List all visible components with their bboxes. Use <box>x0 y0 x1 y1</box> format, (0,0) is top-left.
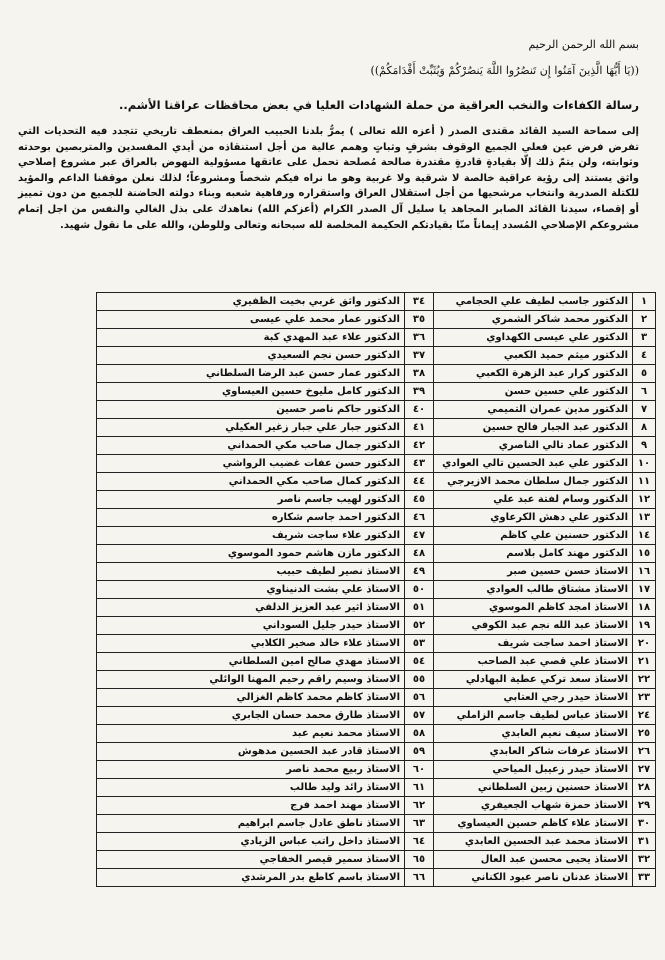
signatory-name-left: الاستاذ طارق محمد حسان الجابري <box>97 707 405 725</box>
signatory-name-left: الاستاذ ناطق عادل جاسم ابراهيم <box>97 815 405 833</box>
signatory-name-right: الدكتور علي دهش الكرعاوي <box>434 509 633 527</box>
signatories-table-wrap <box>96 292 656 887</box>
table-row <box>97 653 656 671</box>
table-row <box>97 563 656 581</box>
signatory-name-right: الاستاذ حمزة شهاب الجعيفري <box>434 797 633 815</box>
table-row <box>97 365 656 383</box>
row-number-right: ١١ <box>633 473 656 491</box>
table-row <box>97 725 656 743</box>
signatory-name-right: الدكتور محمد شاكر الشمري <box>434 311 633 329</box>
signatory-name-left: الدكتور جمال صاحب مكي الحمداني <box>97 437 405 455</box>
signatory-name-right: الاستاذ علي قصي عبد الصاحب <box>434 653 633 671</box>
signatory-name-left: الاستاذ سمير قيصر الخفاجي <box>97 851 405 869</box>
signatory-name-right: الدكتور جاسب لطيف علي الحجامي <box>434 293 633 311</box>
row-number-right: ١٨ <box>633 599 656 617</box>
signatory-name-left: الدكتور علاء عبد المهدي كبة <box>97 329 405 347</box>
table-row <box>97 599 656 617</box>
row-number-left: ٥١ <box>405 599 434 617</box>
row-number-right: ٢٨ <box>633 779 656 797</box>
table-row <box>97 545 656 563</box>
table-row <box>97 743 656 761</box>
signatory-name-right: الدكتور مهند كامل بلاسم <box>434 545 633 563</box>
letter-title: رسالة الكفاءات والنخب العراقية من حملة الشهادات العليا في بعض محافظات عراقنا الأشم.. <box>118 98 639 112</box>
signatory-name-left: الدكتور حسن نجم السعيدي <box>97 347 405 365</box>
table-row <box>97 329 656 347</box>
table-row <box>97 869 656 887</box>
signatory-name-left: الاستاذ ربيع محمد ناصر <box>97 761 405 779</box>
row-number-left: ٥٨ <box>405 725 434 743</box>
row-number-left: ٤٢ <box>405 437 434 455</box>
table-row <box>97 581 656 599</box>
table-row <box>97 815 656 833</box>
signatory-name-right: الاستاذ عبد الله نجم عبد الكوفي <box>434 617 633 635</box>
row-number-right: ١٩ <box>633 617 656 635</box>
signatory-name-left: الدكتور عمار محمد علي عيسى <box>97 311 405 329</box>
row-number-right: ٩ <box>633 437 656 455</box>
row-number-right: ١ <box>633 293 656 311</box>
row-number-right: ٧ <box>633 401 656 419</box>
row-number-left: ٤٤ <box>405 473 434 491</box>
signatory-name-right: الدكتور جمال سلطان محمد الازيرجي <box>434 473 633 491</box>
signatory-name-right: الدكتور عماد تالي الناصري <box>434 437 633 455</box>
row-number-left: ٥٩ <box>405 743 434 761</box>
row-number-right: ٢٢ <box>633 671 656 689</box>
row-number-right: ٥ <box>633 365 656 383</box>
row-number-left: ٥٦ <box>405 689 434 707</box>
signatory-name-right: الاستاذ عرفات شاكر العابدي <box>434 743 633 761</box>
row-number-left: ٤٧ <box>405 527 434 545</box>
signatory-name-left: الاستاذ محمد نعيم عبد <box>97 725 405 743</box>
row-number-right: ١٠ <box>633 455 656 473</box>
signatory-name-left: الاستاذ كاظم محمد كاظم الغزالي <box>97 689 405 707</box>
row-number-right: ٣٠ <box>633 815 656 833</box>
table-row <box>97 707 656 725</box>
row-number-left: ٤٩ <box>405 563 434 581</box>
signatory-name-right: الدكتور وسام لفتة عبد علي <box>434 491 633 509</box>
table-row <box>97 311 656 329</box>
signatory-name-right: الاستاذ حسن حسين صبر <box>434 563 633 581</box>
table-row <box>97 779 656 797</box>
row-number-left: ٣٦ <box>405 329 434 347</box>
signatory-name-left: الاستاذ مهند احمد فرج <box>97 797 405 815</box>
signatory-name-left: الدكتور لهيب جاسم ناصر <box>97 491 405 509</box>
signatory-name-right: الدكتور علي عيسى الكهداوي <box>434 329 633 347</box>
signatory-name-right: الاستاذ سعد تركي عطية البهادلي <box>434 671 633 689</box>
signatory-name-left: الاستاذ حيدر جليل السوداني <box>97 617 405 635</box>
signatory-name-left: الدكتور حسن عفات غضيب الرواشي <box>97 455 405 473</box>
signatory-name-right: الدكتور حسنين علي كاظم <box>434 527 633 545</box>
row-number-right: ٤ <box>633 347 656 365</box>
table-row <box>97 383 656 401</box>
row-number-left: ٥٧ <box>405 707 434 725</box>
row-number-left: ٦١ <box>405 779 434 797</box>
row-number-left: ٥٠ <box>405 581 434 599</box>
signatory-name-left: الدكتور علاء ساجت شريف <box>97 527 405 545</box>
table-row <box>97 671 656 689</box>
row-number-right: ١٥ <box>633 545 656 563</box>
row-number-left: ٣٥ <box>405 311 434 329</box>
table-row <box>97 491 656 509</box>
row-number-left: ٥٤ <box>405 653 434 671</box>
table-row <box>97 689 656 707</box>
table-row <box>97 797 656 815</box>
row-number-left: ٤٥ <box>405 491 434 509</box>
signatory-name-right: الاستاذ سيف نعيم العابدي <box>434 725 633 743</box>
signatory-name-right: الدكتور علي عبد الحسين تالي العوادي <box>434 455 633 473</box>
signatory-name-right: الدكتور كرار عبد الزهرة الكعبي <box>434 365 633 383</box>
row-number-right: ٢٦ <box>633 743 656 761</box>
row-number-right: ٢٩ <box>633 797 656 815</box>
row-number-left: ٤٠ <box>405 401 434 419</box>
signatory-name-right: الاستاذ حيدر رجي العتابي <box>434 689 633 707</box>
row-number-right: ٣ <box>633 329 656 347</box>
signatory-name-right: الدكتور ميثم حميد الكعبي <box>434 347 633 365</box>
signatory-name-right: الاستاذ عباس لطيف جاسم الزاملي <box>434 707 633 725</box>
signatory-name-right: الاستاذ عدنان ناصر عبود الكناني <box>434 869 633 887</box>
signatory-name-left: الدكتور واثق غربي بخيت الظفيري <box>97 293 405 311</box>
row-number-right: ٨ <box>633 419 656 437</box>
row-number-left: ٤١ <box>405 419 434 437</box>
signatory-name-left: الاستاذ مهدي صالح امين السلطاني <box>97 653 405 671</box>
row-number-right: ٢٠ <box>633 635 656 653</box>
row-number-right: ٣٣ <box>633 869 656 887</box>
basmala: بسم الله الرحمن الرحيم <box>528 38 639 51</box>
signatory-name-right: الدكتور مدين عمران التميمي <box>434 401 633 419</box>
signatory-name-left: الاستاذ رائد وليد طالب <box>97 779 405 797</box>
row-number-right: ٣١ <box>633 833 656 851</box>
signatory-name-right: الاستاذ حيدر زعيبل المياحي <box>434 761 633 779</box>
table-row <box>97 347 656 365</box>
signatory-name-left: الاستاذ قادر عبد الحسين مدهوش <box>97 743 405 761</box>
row-number-left: ٣٨ <box>405 365 434 383</box>
row-number-left: ٦٠ <box>405 761 434 779</box>
table-row <box>97 455 656 473</box>
signatory-name-left: الاستاذ داخل راتب عباس الزيادي <box>97 833 405 851</box>
signatories-table-body <box>97 293 656 887</box>
signatory-name-left: الدكتور احمد جاسم شكاره <box>97 509 405 527</box>
signatory-name-right: الاستاذ حسنين زبين السلطاني <box>434 779 633 797</box>
signatory-name-left: الاستاذ وسيم راقم رحيم المهنا الوائلي <box>97 671 405 689</box>
row-number-left: ٤٣ <box>405 455 434 473</box>
table-row <box>97 437 656 455</box>
row-number-left: ٦٣ <box>405 815 434 833</box>
table-row <box>97 833 656 851</box>
signatory-name-left: الدكتور جبار علي جبار زغير العكيلي <box>97 419 405 437</box>
signatory-name-right: الاستاذ يحيى محسن عبد العال <box>434 851 633 869</box>
signatories-table <box>96 292 656 887</box>
table-row <box>97 635 656 653</box>
signatory-name-right: الاستاذ محمد عبد الحسين العابدي <box>434 833 633 851</box>
signatory-name-left: الدكتور كامل مليوخ حسين العيساوي <box>97 383 405 401</box>
signatory-name-right: الاستاذ امجد كاظم الموسوي <box>434 599 633 617</box>
signatory-name-left: الاستاذ اثير عبد العزيز الدلفي <box>97 599 405 617</box>
row-number-right: ٦ <box>633 383 656 401</box>
row-number-right: ٢٣ <box>633 689 656 707</box>
table-row <box>97 401 656 419</box>
table-row <box>97 293 656 311</box>
row-number-left: ٣٧ <box>405 347 434 365</box>
table-row <box>97 851 656 869</box>
row-number-right: ٢١ <box>633 653 656 671</box>
table-row <box>97 509 656 527</box>
row-number-right: ٢٥ <box>633 725 656 743</box>
signatory-name-left: الدكتور كمال صاحب مكي الحمداني <box>97 473 405 491</box>
signatory-name-left: الاستاذ نصير لطيف حبيب <box>97 563 405 581</box>
row-number-left: ٤٨ <box>405 545 434 563</box>
row-number-left: ٣٩ <box>405 383 434 401</box>
row-number-left: ٥٢ <box>405 617 434 635</box>
letter-paragraph: إلى سماحة السيد القائد مقتدى الصدر ( أعزه الله تعالى ) يمرُّ بلدنا الحبيب العراق بمنعطف تاريخي تتجدد فيه التحديات التي تفرض فرض عين فعلي الجميع الوقوف بشرفٍ وثباتٍ وهمم عالية من أجل استنقاذه من أيدي المفسدين والمتربصين بوحدته وثوابته، ولن يتمّ ذلك إلّا بقيادةٍ قادرةٍ مقتدرة صالحة مُصلحة تحمل على عاتقها مسؤولية النهوض بالعراق عبر مشروع إصلاحي واثق يستند إلى رؤية عراقية خالصة لا شرقية ولا غربية وهو ما نراه فيكم شخصاً ومشروعاً؛ لذلك نعلن موقفنا الداعم والمؤيد للكتلة الصدرية وانتخاب مرشحيها من أجل استقلال العراق واستقراره ورفاهية شعبه وبناء دولته الحاضنة للجميع من دون تمييز أو إقصاء، سيدنا القائد الصابر المجاهد يا سليل آل الصدر الكرام (أعزكم الله) نعاهدك على بذل الغالي والنفس من اجل إتمام مشروعكم الإصلاحي المُسدد إيماناً منّا بقيادتكم الحكيمة المخلصة لله سبحانه وتعالى وللوطن، والله على ما نقول شهيد. <box>18 126 639 231</box>
row-number-right: ١٧ <box>633 581 656 599</box>
row-number-left: ٦٦ <box>405 869 434 887</box>
table-row <box>97 761 656 779</box>
signatory-name-left: الدكتور حاكم ناصر حسين <box>97 401 405 419</box>
row-number-left: ٤٦ <box>405 509 434 527</box>
letter-body <box>18 124 639 233</box>
signatory-name-right: الاستاذ مشتاق طالب العوادي <box>434 581 633 599</box>
signatory-name-right: الاستاذ علاء كاظم حسين العيساوي <box>434 815 633 833</box>
signatory-name-right: الاستاذ احمد ساجت شريف <box>434 635 633 653</box>
signatory-name-left: الدكتور عمار حسن عبد الرضا السلطاني <box>97 365 405 383</box>
row-number-right: ٢٧ <box>633 761 656 779</box>
signatory-name-left: الاستاذ علاء خالد صخير الكلابي <box>97 635 405 653</box>
table-row <box>97 617 656 635</box>
row-number-right: ٣٢ <box>633 851 656 869</box>
quran-verse: ((يَا أَيُّهَا الَّذِينَ آمَنُوا إِن تَنصُرُوا اللَّهَ يَنصُرْكُمْ وَيُثَبِّتْ أَقْدَامَكُمْ)) <box>370 64 639 77</box>
row-number-right: ١٦ <box>633 563 656 581</box>
row-number-right: ٢٤ <box>633 707 656 725</box>
row-number-left: ٦٤ <box>405 833 434 851</box>
row-number-left: ٣٤ <box>405 293 434 311</box>
signatory-name-left: الاستاذ باسم كاطع بدر المرشدي <box>97 869 405 887</box>
row-number-right: ١٤ <box>633 527 656 545</box>
row-number-left: ٥٣ <box>405 635 434 653</box>
signatory-name-right: الدكتور علي حسين حسن <box>434 383 633 401</box>
row-number-right: ٢ <box>633 311 656 329</box>
row-number-right: ١٣ <box>633 509 656 527</box>
row-number-right: ١٢ <box>633 491 656 509</box>
row-number-left: ٥٥ <box>405 671 434 689</box>
row-number-left: ٦٥ <box>405 851 434 869</box>
row-number-left: ٦٢ <box>405 797 434 815</box>
signatory-name-left: الاستاذ علي بشت الدنيناوي <box>97 581 405 599</box>
signatory-name-right: الدكتور عبد الجبار فالح حسين <box>434 419 633 437</box>
table-row <box>97 527 656 545</box>
signatory-name-left: الدكتور مازن هاشم حمود الموسوي <box>97 545 405 563</box>
table-row <box>97 419 656 437</box>
table-row <box>97 473 656 491</box>
